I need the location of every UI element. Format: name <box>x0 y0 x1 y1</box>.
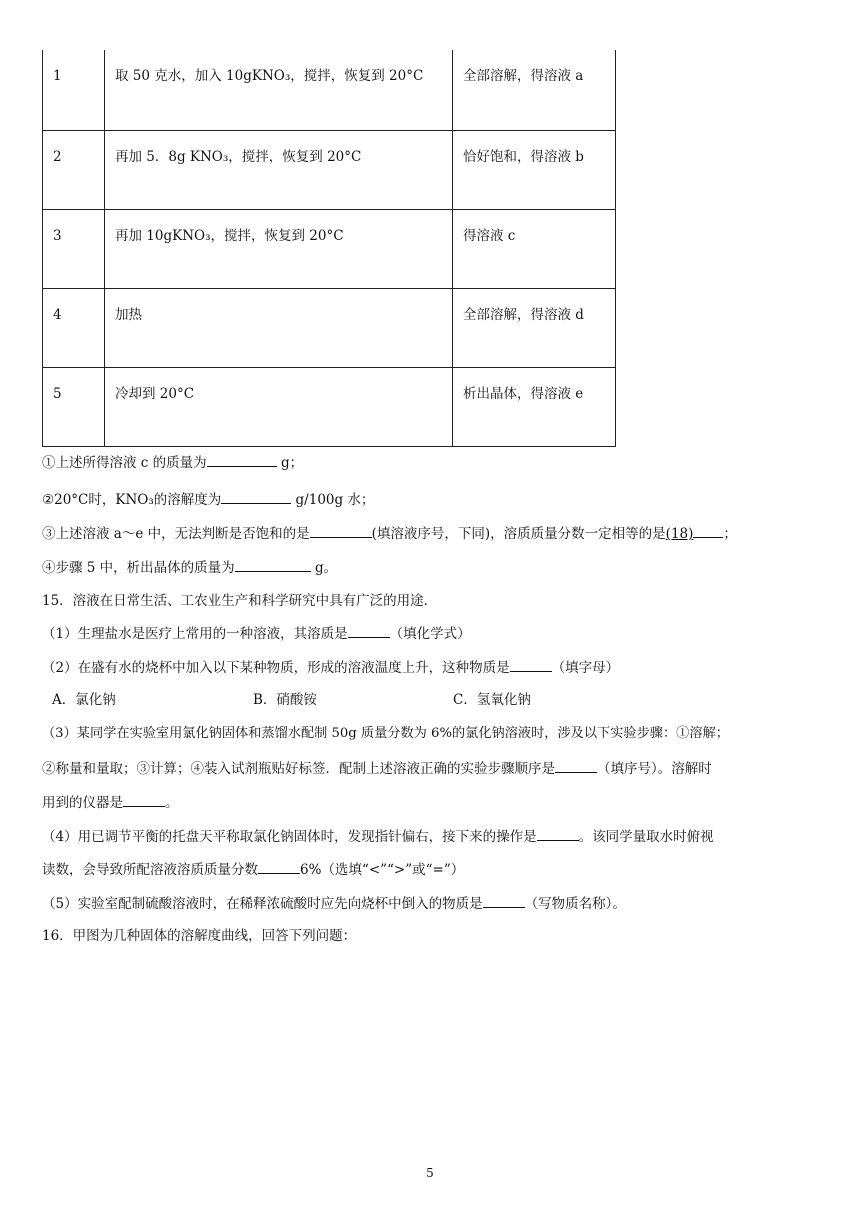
step-number: 4 <box>53 306 62 323</box>
step-result: 得溶液 c <box>463 227 516 244</box>
table-row <box>43 130 616 209</box>
experiment-table <box>42 50 616 447</box>
step-number: 1 <box>53 68 62 84</box>
option-a[interactable]: A．氯化钠 <box>52 692 116 708</box>
answer-blank[interactable] <box>235 557 311 572</box>
step-number: 2 <box>53 148 62 165</box>
answer-blank[interactable] <box>221 489 291 504</box>
q15-part4-line2: 读数，会导致所配溶液溶质质量分数 6%（选填“<”“>”或“=”） <box>42 859 464 880</box>
answer-blank[interactable] <box>555 758 597 773</box>
q14-part4: ④步骤 5 中，析出晶体的质量为 g。 <box>42 557 337 578</box>
answer-blank[interactable] <box>310 523 372 538</box>
answer-blank[interactable] <box>348 623 390 638</box>
answer-blank[interactable] <box>207 452 277 467</box>
step-result: 恰好饱和，得溶液 b <box>463 148 584 165</box>
step-result: 全部溶解，得溶液 d <box>463 306 584 323</box>
step-operation: 取 50 克水，加入 10gKNO₃，搅拌，恢复到 20°C <box>115 68 424 84</box>
step-number: 5 <box>53 385 62 402</box>
page-number: 5 <box>426 1166 434 1180</box>
q14-part3: ③上述溶液 a～e 中，无法判断是否饱和的是 (填溶液序号，下同)，溶质质量分数一定相等的是(18) ； <box>42 523 737 544</box>
q14-part1: ①上述所得溶液 c 的质量为 g； <box>42 452 303 473</box>
q15-part2: （2）在盛有水的烧杯中加入以下某种物质，形成的溶液温度上升，这种物质是 （填字母） <box>42 657 619 678</box>
answer-blank[interactable] <box>483 893 525 908</box>
step-result: 全部溶解，得溶液 a <box>463 68 584 84</box>
step-operation: 再加 10gKNO₃，搅拌，恢复到 20°C <box>115 227 344 244</box>
step-result: 析出晶体，得溶液 e <box>463 385 584 402</box>
option-c[interactable]: C．氢氧化钠 <box>453 692 531 708</box>
step-operation: 加热 <box>115 306 142 323</box>
table-row <box>43 209 616 288</box>
q15-part5: （5）实验室配制硫酸溶液时，在稀释浓硫酸时应先向烧杯中倒入的物质是 （写物质名称）。 <box>42 893 626 914</box>
q15-part3-line3: 用到的仪器是 。 <box>42 792 179 813</box>
answer-blank[interactable] <box>510 657 552 672</box>
q15-title: 15．溶液在日常生活、工农业生产和科学研究中具有广泛的用途． <box>42 593 438 609</box>
q15-part4-line1: （4）用已调节平衡的托盘天平称取氯化钠固体时，发现指针偏右，接下来的操作是 。该同学量取水时俯视 <box>42 826 714 847</box>
q15-part1: （1）生理盐水是医疗上常用的一种溶液，其溶质是 （填化学式） <box>42 623 471 644</box>
answer-blank[interactable] <box>693 523 723 538</box>
table-row <box>43 367 616 446</box>
step-operation: 冷却到 20°C <box>115 385 195 402</box>
q14-part2: ②20°C时，KNO₃的溶解度为 g/100g 水； <box>42 489 374 510</box>
answer-blank[interactable] <box>258 859 300 874</box>
q15-part3-line1: （3）某同学在实验室用氯化钠固体和蒸馏水配制 50g 质量分数为 6%的氯化钠溶液时，涉及以下实验步骤：①溶解； <box>42 726 729 741</box>
q16-title: 16．甲图为几种固体的溶解度曲线，回答下列问题： <box>42 928 357 944</box>
answer-blank[interactable] <box>537 826 579 841</box>
answer-blank[interactable] <box>123 792 165 807</box>
table-row <box>43 288 616 367</box>
table-row <box>43 50 616 130</box>
q15-part3-line2: ②称量和量取；③计算；④装入试剂瓶贴好标签．配制上述溶液正确的实验步骤顺序是 （填序号）。溶解时 <box>42 758 712 779</box>
step-number: 3 <box>53 227 62 244</box>
step-operation: 再加 5．8g KNO₃，搅拌，恢复到 20°C <box>115 148 362 165</box>
option-b[interactable]: B．硝酸铵 <box>253 692 317 708</box>
